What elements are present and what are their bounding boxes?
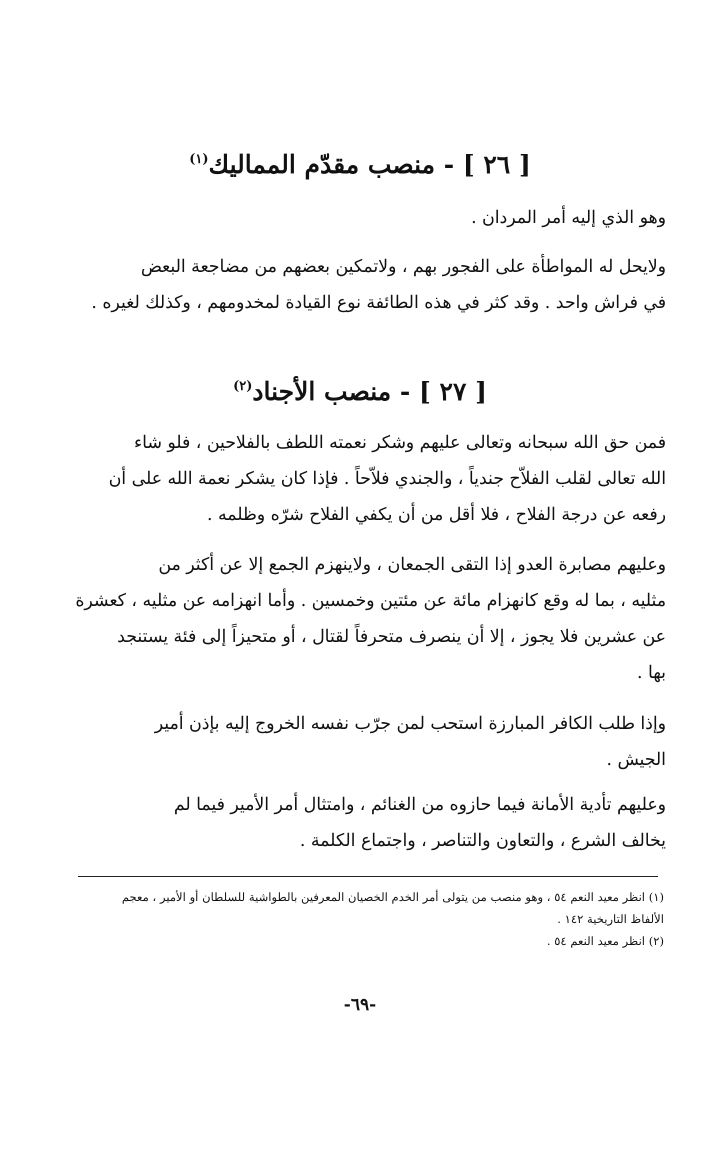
footnote-line: الألفاظ التاريخية ١٤٢ . (557, 912, 664, 926)
text-line: يخالف الشرع ، والتعاون والتناصر ، واجتماع الكلمة . (299, 831, 666, 851)
section-number: [ ٢٦ ] - (443, 150, 531, 179)
footnote-line: (١) انظر معيد النعم ٥٤ ، وهو منصب من يتولى أمر الخدم الخصيان المعرفين بالطواشية للسلطان أو الأمير ، معجم (121, 890, 664, 904)
text-line: الله تعالى لقلب الفلاّح جندياً ، والجندي فلاّحاً . فإذا كان يشكر نعمة الله على أن (108, 469, 666, 489)
paragraph (70, 425, 666, 533)
section-heading-26 (60, 150, 660, 180)
text-line: ولايحل له المواطأة على الفجور بهم ، ولاتمكين بعضهم من مضاجعة البعض (140, 257, 666, 277)
book-page (60, 0, 666, 1156)
paragraph (70, 249, 666, 321)
section-title: منصب مقدّم المماليك (208, 150, 436, 179)
section-heading-27 (60, 377, 660, 407)
text-line: الجيش . (606, 750, 666, 770)
footnote-divider (78, 876, 658, 877)
page-number: -٦٩- (343, 995, 377, 1015)
text-line: في فراش واحد . وقد كثر في هذه الطائفة نوع القيادة لمخدومهم ، وكذلك لغيره . (91, 293, 666, 313)
paragraph (70, 200, 666, 236)
footnote-ref[interactable]: (٢) (233, 379, 253, 394)
text-line: فمن حق الله سبحانه وتعالى عليهم وشكر نعمته اللطف بالفلاحين ، فلو شاء (134, 433, 666, 453)
section-title: منصب الأجناد (252, 377, 392, 406)
footnote-ref[interactable]: (١) (189, 152, 209, 167)
text-line: وعليهم تأدية الأمانة فيما حازوه من الغنائم ، وامتثال أمر الأمير فيما لم (173, 795, 666, 815)
paragraph (70, 706, 666, 778)
text-line: وإذا طلب الكافر المبارزة استحب لمن جرّب نفسه الخروج إليه بإذن أمير (154, 714, 666, 734)
text-line: بها . (636, 663, 666, 683)
paragraph (70, 547, 666, 691)
section-number: [ ٢٧ ] - (399, 377, 487, 406)
footnote-line: (٢) انظر معيد النعم ٥٤ . (546, 934, 664, 948)
paragraph (70, 787, 666, 859)
text-line: عن عشرين فلا يجوز ، إلا أن ينصرف متحرفاً لقتال ، أو متحيزاً إلى فئة يستنجد (117, 627, 666, 647)
text-line: مثليه ، بما له وقع كانهزام مائة عن مئتين وخمسين . وأما انهزامه عن مثليه ، كعشرة (75, 591, 666, 611)
text-line: وهو الذي إليه أمر المردان . (471, 208, 666, 228)
text-line: وعليهم مصابرة العدو إذا التقى الجمعان ، ولاينهزم الجمع إلا عن أكثر من (158, 555, 666, 575)
text-line: رفعه عن درجة الفلاح ، فلا أقل من أن يكفي الفلاح شرّه وظلمه . (207, 505, 666, 525)
